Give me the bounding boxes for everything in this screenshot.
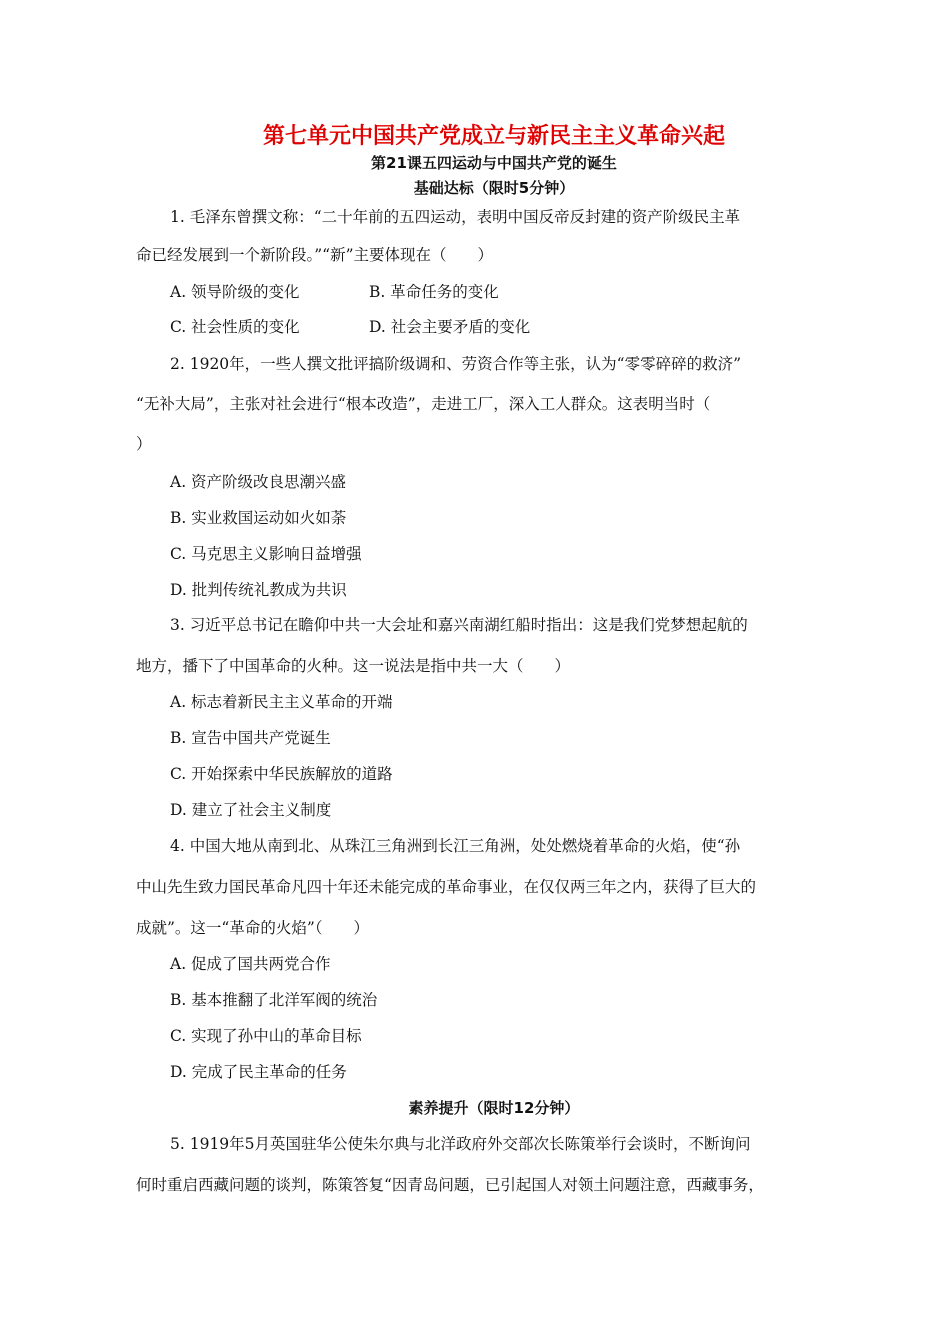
- q3-option-c: C. 开始探索中华民族解放的道路: [170, 765, 393, 783]
- q4-option-b: B. 基本推翻了北洋军阀的统治: [170, 991, 378, 1009]
- q3-option-b: B. 宣告中国共产党诞生: [170, 729, 331, 747]
- q2-stem-line3: ）: [136, 435, 152, 453]
- lesson-title: 第21课五四运动与中国共产党的诞生: [371, 154, 617, 172]
- q1-option-a: A. 领导阶级的变化: [170, 283, 300, 301]
- unit-title: 第七单元中国共产党成立与新民主主义革命兴起: [262, 124, 725, 149]
- q4-stem-line1: 4. 中国大地从南到北、从珠江三角洲到长江三角洲，处处燃烧着革命的火焰，使“孙: [170, 837, 741, 855]
- q3-option-d: D. 建立了社会主义制度: [170, 801, 332, 819]
- q5-stem-line1: 5. 1919年5月英国驻华公使朱尔典与北洋政府外交部次长陈策举行会谈时，不断询问: [170, 1135, 751, 1153]
- q1-option-c: C. 社会性质的变化: [170, 318, 300, 336]
- q4-option-a: A. 促成了国共两党合作: [170, 955, 331, 973]
- q2-option-b: B. 实业救国运动如火如荼: [170, 509, 347, 527]
- q2-option-c: C. 马克思主义影响日益增强: [170, 545, 362, 563]
- section-title-advanced: 素养提升（限时12分钟）: [408, 1099, 580, 1117]
- q3-stem-line2: 地方，播下了中国革命的火种。这一说法是指中共一大（ ）: [136, 657, 571, 675]
- q2-option-a: A. 资产阶级改良思潮兴盛: [170, 473, 347, 491]
- q3-stem-line1: 3. 习近平总书记在瞻仰中共一大会址和嘉兴南湖红船时指出：这是我们党梦想起航的: [170, 616, 748, 634]
- q4-option-d: D. 完成了民主革命的任务: [170, 1063, 347, 1081]
- q1-option-b: B. 革命任务的变化: [369, 283, 499, 301]
- q2-stem-line1: 2. 1920年，一些人撰文批评搞阶级调和、劳资合作等主张，认为“零零碎碎的救济”: [170, 355, 742, 373]
- q3-option-a: A. 标志着新民主主义革命的开端: [170, 693, 393, 711]
- section-title-basic: 基础达标（限时5分钟）: [413, 179, 575, 197]
- q1-stem-line2: 命已经发展到一个新阶段。”“新”主要体现在（ ）: [136, 246, 494, 264]
- q2-option-d: D. 批判传统礼教成为共识: [170, 581, 347, 599]
- q4-stem-line2: 中山先生致力国民革命凡四十年还未能完成的革命事业，在仅仅两三年之内，获得了巨大的: [136, 878, 757, 896]
- q1-stem-line1: 1. 毛泽东曾撰文称：“二十年前的五四运动，表明中国反帝反封建的资产阶级民主革: [170, 208, 741, 226]
- q4-option-c: C. 实现了孙中山的革命目标: [170, 1027, 362, 1045]
- q2-stem-line2: “无补大局”，主张对社会进行“根本改造”，走进工厂，深入工人群众。这表明当时（: [136, 395, 711, 413]
- q1-option-d: D. 社会主要矛盾的变化: [369, 318, 531, 336]
- q4-stem-line3: 成就”。这一“革命的火焰”（ ）: [136, 919, 370, 937]
- q5-stem-line2: 何时重启西藏问题的谈判，陈策答复“因青岛问题，已引起国人对领土问题注意，西藏事务，: [136, 1176, 764, 1194]
